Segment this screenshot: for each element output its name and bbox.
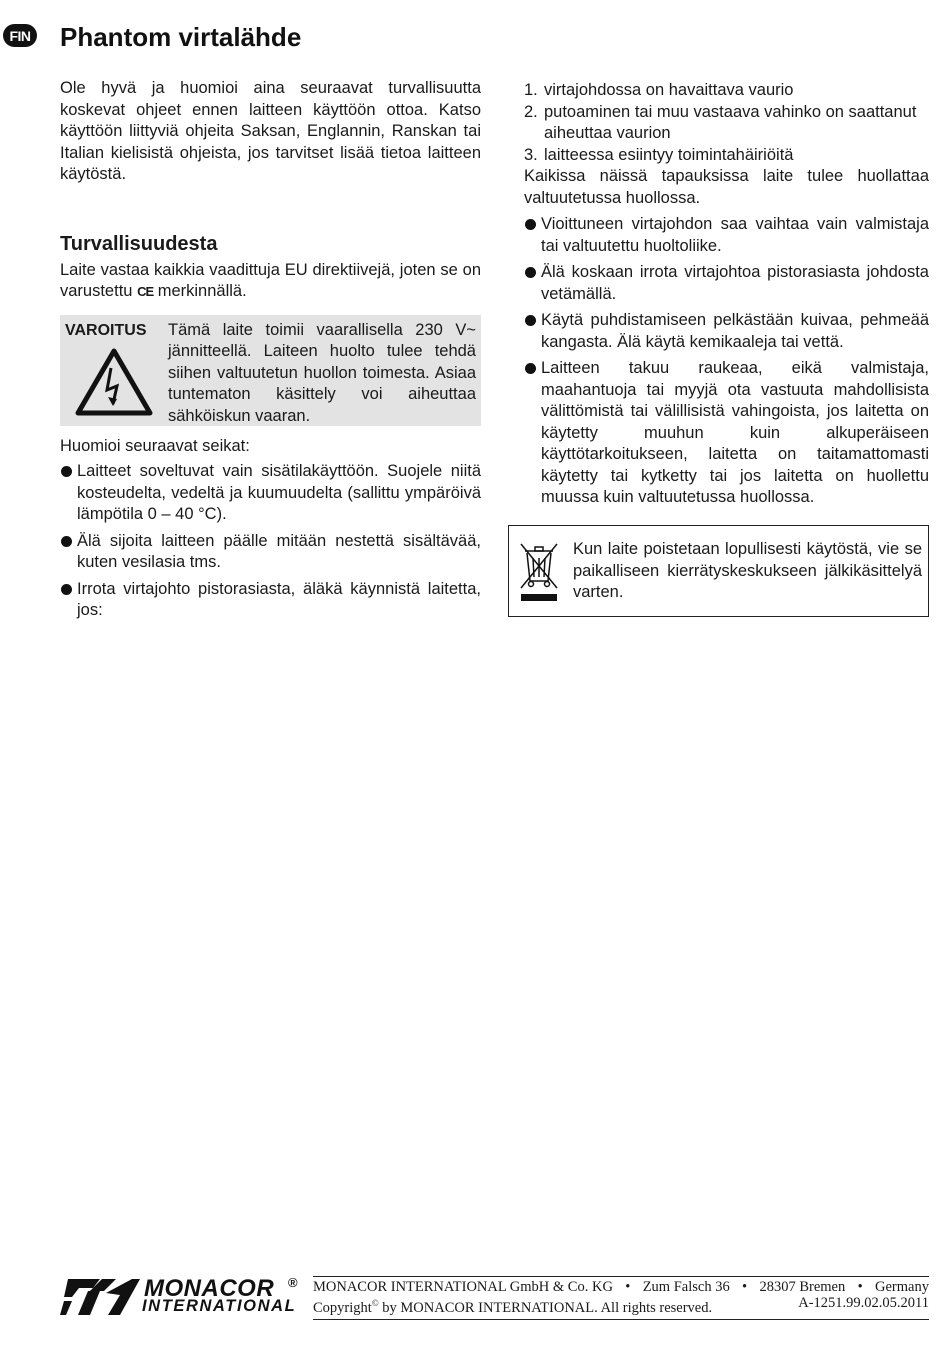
bullet-text: Käytä puhdistamiseen pelkästään kuivaa, pehmeää kangasta. Älä käytä kemikaaleja tai vettä. <box>541 311 929 351</box>
intro-paragraph: Ole hyvä ja huomioi aina seuraavat turvallisuutta koskevat ohjeet ennen laitteen käyttöön ottoa. Katso käyttöön liittyviä ohjeita Saksan, Englannin, Ranskan tai Italian kielisistä ohjeista, jos tarvitset lisää tietoa laitteen käytöstä. <box>60 79 481 183</box>
separator-bullet: • <box>625 1279 631 1295</box>
eu-text-after: merkinnällä. <box>157 282 247 300</box>
numbered-item <box>524 145 929 167</box>
bullet-text: Vioittuneen virtajohdon saa vaihtaa vain valmistaja tai valtuutettu huoltoliike. <box>541 215 929 255</box>
list-item <box>524 358 929 509</box>
footer-country: Germany <box>875 1279 929 1295</box>
item-number: 3. <box>524 145 538 164</box>
crossed-out-wheelie-bin-icon <box>517 538 561 604</box>
bullet-icon <box>525 363 536 374</box>
list-item <box>60 531 481 574</box>
numbered-item <box>524 102 929 145</box>
warning-left <box>65 320 168 421</box>
bullet-text: Irrota virtajohto pistorasiasta, äläkä käynnistä laitetta, jos: <box>77 579 481 619</box>
bullet-icon <box>525 267 536 278</box>
list-item <box>524 214 929 257</box>
eu-conformity-paragraph <box>60 260 481 303</box>
company-logo <box>60 1275 300 1319</box>
item-text: virtajohdossa on havaittava vaurio <box>544 81 794 99</box>
numbered-list <box>524 80 929 166</box>
list-item <box>60 579 481 622</box>
warning-text: Tämä laite toimii vaarallisella 230 V~ jännitteellä. Laiteen huolto tulee tehdä siihen valtuutetun huollon toimesta. Asiaa tuntematon käsittely voi aiheuttaa sähköiskun vaaran. <box>168 320 476 425</box>
bullet-text: Laitteen takuu raukeaa, eikä valmistaja, maahantuoja tai myyjä ota vastuuta mahdollisista välittömistä tai välillisistä vahingoista, jos laitetta on käytetty muuhun kuin alkuperäiseen käyttötarkoitukseen, laitetta on taitamattomasti käytetty tai kytketty tai jos laitetta on huollettu muussa kuin valtuutetussa huollossa. <box>541 359 929 506</box>
weee-text: Kun laite poistetaan lopullisesti käytöstä, vie se paikalliseen kierrätyskeskukseen jälkikäsittelyä varten. <box>573 540 922 601</box>
after-list-paragraph: Kaikissa näissä tapauksissa laite tulee huollattaa valtuutetussa huollossa. <box>524 167 929 207</box>
footer-address-line <box>313 1277 929 1295</box>
warning-label: VAROITUS <box>65 321 147 339</box>
bullet-icon <box>525 315 536 326</box>
footer-copyright-line <box>313 1295 929 1316</box>
right-column <box>524 80 929 514</box>
bullet-icon <box>61 466 72 477</box>
logo-name: MONACOR <box>144 1275 275 1302</box>
notice-heading: Huomioi seuraavat seikat: <box>60 436 250 455</box>
copyright-rest: by MONACOR INTERNATIONAL. All rights reserved. <box>378 1299 713 1316</box>
ce-mark: CE <box>137 284 154 299</box>
numbered-item <box>524 80 929 102</box>
document-number: A-1251.99.02.05.2011 <box>798 1295 929 1311</box>
high-voltage-warning-icon <box>75 348 153 416</box>
separator-bullet: • <box>857 1279 863 1295</box>
footer-company: MONACOR INTERNATIONAL GmbH & Co. KG <box>313 1279 613 1295</box>
page-title: Phantom virtalähde <box>60 22 302 52</box>
list-item <box>60 461 481 526</box>
list-item <box>524 310 929 353</box>
bullet-text: Laitteet soveltuvat vain sisätilakäyttöön. Suojele niitä kosteudelta, vedeltä ja kuumuudelta (sallittu ympäröivä lämpötila 0 – 40 °C). <box>77 462 481 523</box>
footer-rule-bottom <box>313 1319 929 1320</box>
footer-address-block <box>313 1276 929 1320</box>
registered-mark: ® <box>288 1275 298 1290</box>
separator-bullet: • <box>742 1279 748 1295</box>
item-number: 1. <box>524 81 538 99</box>
warning-box <box>60 315 481 426</box>
bullet-icon <box>525 219 536 230</box>
footer-copyright <box>313 1295 712 1316</box>
bullet-icon <box>61 584 72 595</box>
left-column <box>60 78 481 627</box>
bullet-icon <box>61 536 72 547</box>
copyright-prefix: Copyright <box>313 1299 372 1316</box>
weee-disposal-box <box>508 525 929 617</box>
right-bullet-list <box>524 214 929 509</box>
section-title: Turvallisuudesta <box>60 232 218 255</box>
item-text: laitteessa esiintyy toimintahäiriöitä <box>544 145 794 164</box>
bullet-text: Älä koskaan irrota virtajohtoa pistorasiasta johdosta vetämällä. <box>541 263 929 303</box>
item-number: 2. <box>524 102 538 121</box>
eu-text-before: Laite vastaa kaikkia vaadittuja EU direktiivejä, joten se on varustettu <box>60 260 481 300</box>
bullet-text: Älä sijoita laitteen päälle mitään nestettä sisältävää, kuten vesilasia tms. <box>77 531 481 571</box>
copyright-symbol: © <box>371 1298 379 1308</box>
item-text: putoaminen tai muu vastaava vahinko on saattanut aiheuttaa vaurion <box>544 102 917 142</box>
list-item <box>524 262 929 305</box>
logo-subtitle: INTERNATIONAL <box>142 1297 297 1315</box>
language-badge: FIN <box>3 24 37 47</box>
footer-street: Zum Falsch 36 <box>642 1279 730 1295</box>
monacor-logo-mark-icon <box>60 1277 140 1317</box>
left-bullet-list <box>60 461 481 622</box>
footer-city: 28307 Bremen <box>759 1279 846 1295</box>
